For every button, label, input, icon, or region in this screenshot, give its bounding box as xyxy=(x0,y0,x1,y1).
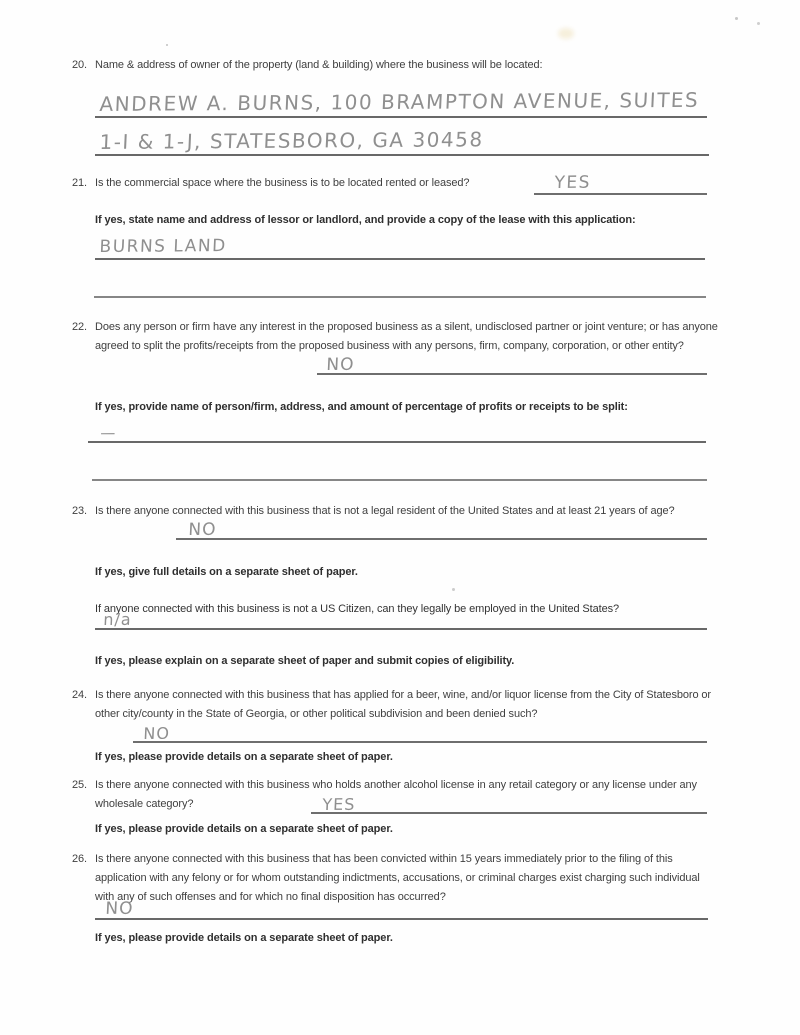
question-20-text: Name & address of owner of the property (land & building) where the business will be located: xyxy=(95,59,543,71)
question-21-number: 21. xyxy=(72,177,87,189)
question-26-number: 26. xyxy=(72,853,87,865)
question-23-answer-line xyxy=(176,538,707,540)
question-20-answer-line-1 xyxy=(95,88,707,118)
handwritten-answer-q22: NO xyxy=(325,354,355,375)
handwritten-answer-q24: NO xyxy=(142,723,171,743)
question-23-number: 23. xyxy=(72,505,87,517)
question-22 xyxy=(72,318,722,375)
question-22-text: Does any person or firm have any interest in the proposed business as a silent, undisclosed partner or joint venture; or has anyone agreed to split the profits/receipts from the proposed business with any persons, firm, company, corporation, or other entity? xyxy=(95,321,718,352)
question-25 xyxy=(72,776,722,814)
question-23-second-answer-line xyxy=(95,606,707,630)
blank-answer-line xyxy=(94,296,706,298)
handwritten-answer-q21-followup: BURNS LAND xyxy=(99,236,228,257)
handwritten-answer-q21: YES xyxy=(554,172,592,193)
handwritten-answer-q22-followup: — xyxy=(99,423,116,442)
question-24-answer-line xyxy=(133,741,707,743)
question-24-number: 24. xyxy=(72,689,87,701)
handwritten-answer-q23: NO xyxy=(187,519,217,540)
question-24-text: Is there anyone connected with this business that has applied for a beer, wine, and/or liquor license from the City of Statesboro or other city/county in the State of Georgia, or other political subdivision and been denied such? xyxy=(95,689,711,720)
question-22-answer-line xyxy=(317,373,707,375)
question-23-followup-1: If yes, give full details on a separate sheet of paper. xyxy=(95,566,358,578)
question-23-text: Is there anyone connected with this business that is not a legal resident of the United States and at least 21 years of age? xyxy=(95,505,675,517)
question-25-followup: If yes, please provide details on a separate sheet of paper. xyxy=(95,823,393,835)
question-20-answer-line-2 xyxy=(95,126,709,156)
question-20-number: 20. xyxy=(72,59,87,71)
question-23-followup-2: If yes, please explain on a separate sheet of paper and submit copies of eligibility. xyxy=(95,655,515,667)
scan-speck xyxy=(757,22,760,25)
question-26-text: Is there anyone connected with this business that has been convicted within 15 years immediately prior to the filing of this application with any felony or for whom outstanding indictments, accusations, or criminal charges exist charging such individual with any of such offenses and for which no final disposition has occurred? xyxy=(95,853,700,903)
handwritten-answer-q23-second: n/a xyxy=(102,609,133,629)
question-21-followup-answer-line xyxy=(95,229,705,260)
question-26-followup: If yes, please provide details on a separate sheet of paper. xyxy=(95,932,393,944)
blank-answer-line xyxy=(92,479,707,481)
question-20 xyxy=(72,56,722,75)
question-25-answer-line xyxy=(311,812,707,814)
question-22-followup-answer-line xyxy=(88,419,706,443)
scan-speck xyxy=(166,44,168,46)
question-22-number: 22. xyxy=(72,321,87,333)
question-26-answer-line xyxy=(95,895,708,920)
question-25-text: Is there anyone connected with this business who holds another alcohol license in any retail category or any license under any wholesale category? xyxy=(95,779,697,810)
question-21-followup: If yes, state name and address of lessor or landlord, and provide a copy of the lease with this application: xyxy=(95,214,636,226)
handwritten-answer-q25: YES xyxy=(321,794,356,814)
question-24 xyxy=(72,686,722,743)
scan-speck xyxy=(452,588,455,591)
question-24-followup: If yes, please provide details on a separate sheet of paper. xyxy=(95,751,393,763)
question-23 xyxy=(72,502,722,540)
question-21-text: Is the commercial space where the business is to be located rented or leased? xyxy=(95,177,470,189)
question-21 xyxy=(72,174,722,195)
handwritten-answer-q20-line2: 1-I & 1-J, STATESBORO, GA 30458 xyxy=(99,127,485,154)
question-23-second-question: If anyone connected with this business is not a US Citizen, can they legally be employed in the United States? xyxy=(95,603,620,615)
scan-smudge xyxy=(558,28,574,39)
scan-speck xyxy=(735,17,738,20)
question-25-number: 25. xyxy=(72,779,87,791)
handwritten-answer-q20-line1: ANDREW A. BURNS, 100 BRAMPTON AVENUE, SUITES xyxy=(99,87,700,116)
handwritten-answer-q26: NO xyxy=(104,898,134,919)
question-22-followup: If yes, provide name of person/firm, address, and amount of percentage of profits or receipts to be split: xyxy=(95,401,628,413)
